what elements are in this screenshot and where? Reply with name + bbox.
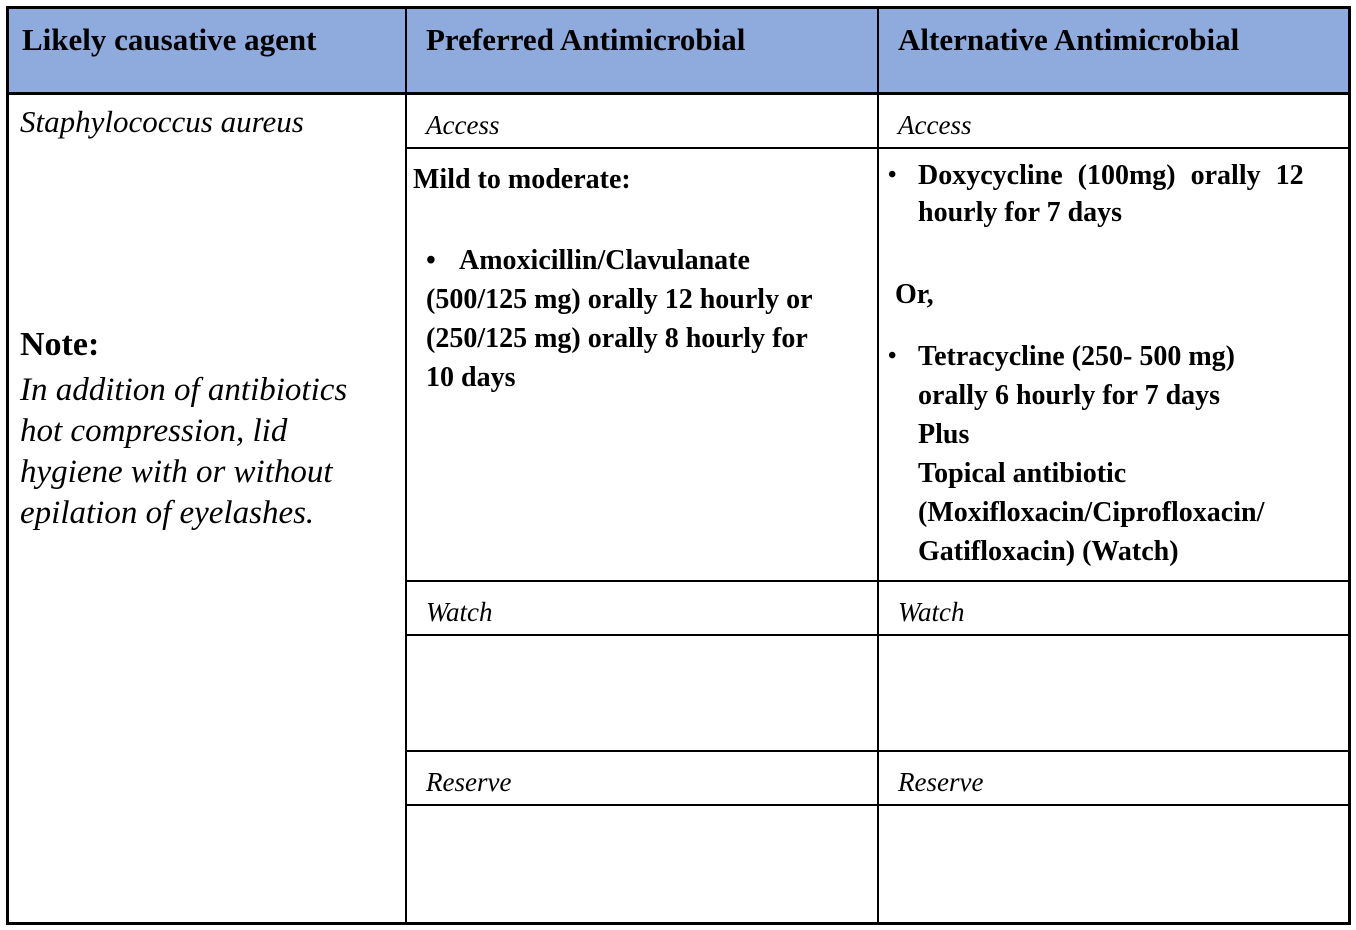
- tier-access-preferred: Access: [426, 110, 500, 140]
- header-preferred: Preferred Antimicrobial: [426, 22, 746, 57]
- row-line-watch-top: [406, 580, 1351, 582]
- note-line: hot compression, lid: [20, 413, 288, 449]
- alt-item-1: [888, 157, 1304, 231]
- alt-item-2: [888, 337, 1264, 571]
- regimen-line: 10 days: [426, 362, 516, 393]
- bullet-icon: •: [426, 245, 436, 276]
- note-line: epilation of eyelashes.: [20, 495, 315, 531]
- col-divider-2: [877, 6, 879, 925]
- row-line-reserve-top: [406, 750, 1351, 752]
- row-line-access: [406, 147, 1351, 149]
- regimen-drug: Amoxicillin/Clavulanate: [459, 245, 750, 276]
- alt-item-2-line: Tetracycline (250- 500 mg): [918, 341, 1235, 372]
- preferred-regimen: [426, 241, 813, 397]
- bullet-icon: •: [888, 162, 897, 188]
- organism-name: Staphylococcus aureus: [20, 104, 304, 139]
- regimen-line: (500/125 mg) orally 12 hourly or: [426, 284, 813, 315]
- or-label: Or,: [895, 279, 934, 310]
- note-line: hygiene with or without: [20, 454, 333, 490]
- regimen-line: (250/125 mg) orally 8 hourly for: [426, 323, 808, 354]
- alt-item-2-line: Topical antibiotic: [918, 458, 1127, 489]
- tier-watch-preferred: Watch: [426, 597, 493, 627]
- row-line-watch: [406, 634, 1351, 636]
- header-alternative: Alternative Antimicrobial: [898, 22, 1240, 57]
- note-text: [20, 370, 347, 534]
- alt-item-1-line: Doxycycline (100mg) orally 12: [918, 160, 1304, 191]
- alt-item-2-line: Gatifloxacin) (Watch): [918, 536, 1179, 567]
- alt-item-2-line: Plus: [918, 419, 970, 450]
- row-line-reserve: [406, 804, 1351, 806]
- alt-item-1-line: hourly for 7 days: [918, 197, 1123, 228]
- col-divider-1: [405, 6, 407, 925]
- tier-reserve-alternative: Reserve: [898, 767, 984, 797]
- note-line: In addition of antibiotics: [20, 372, 348, 408]
- tier-access-alternative: Access: [898, 110, 972, 140]
- header-agent: Likely causative agent: [22, 22, 317, 57]
- tier-watch-alternative: Watch: [898, 597, 965, 627]
- table-header: [6, 6, 1351, 95]
- tier-reserve-preferred: Reserve: [426, 767, 512, 797]
- severity-label: Mild to moderate:: [413, 164, 631, 195]
- bullet-icon: •: [888, 343, 897, 369]
- alt-item-2-line: (Moxifloxacin/Ciprofloxacin/: [918, 497, 1265, 528]
- note-label: Note:: [20, 326, 100, 363]
- alt-item-2-line: orally 6 hourly for 7 days: [918, 380, 1221, 411]
